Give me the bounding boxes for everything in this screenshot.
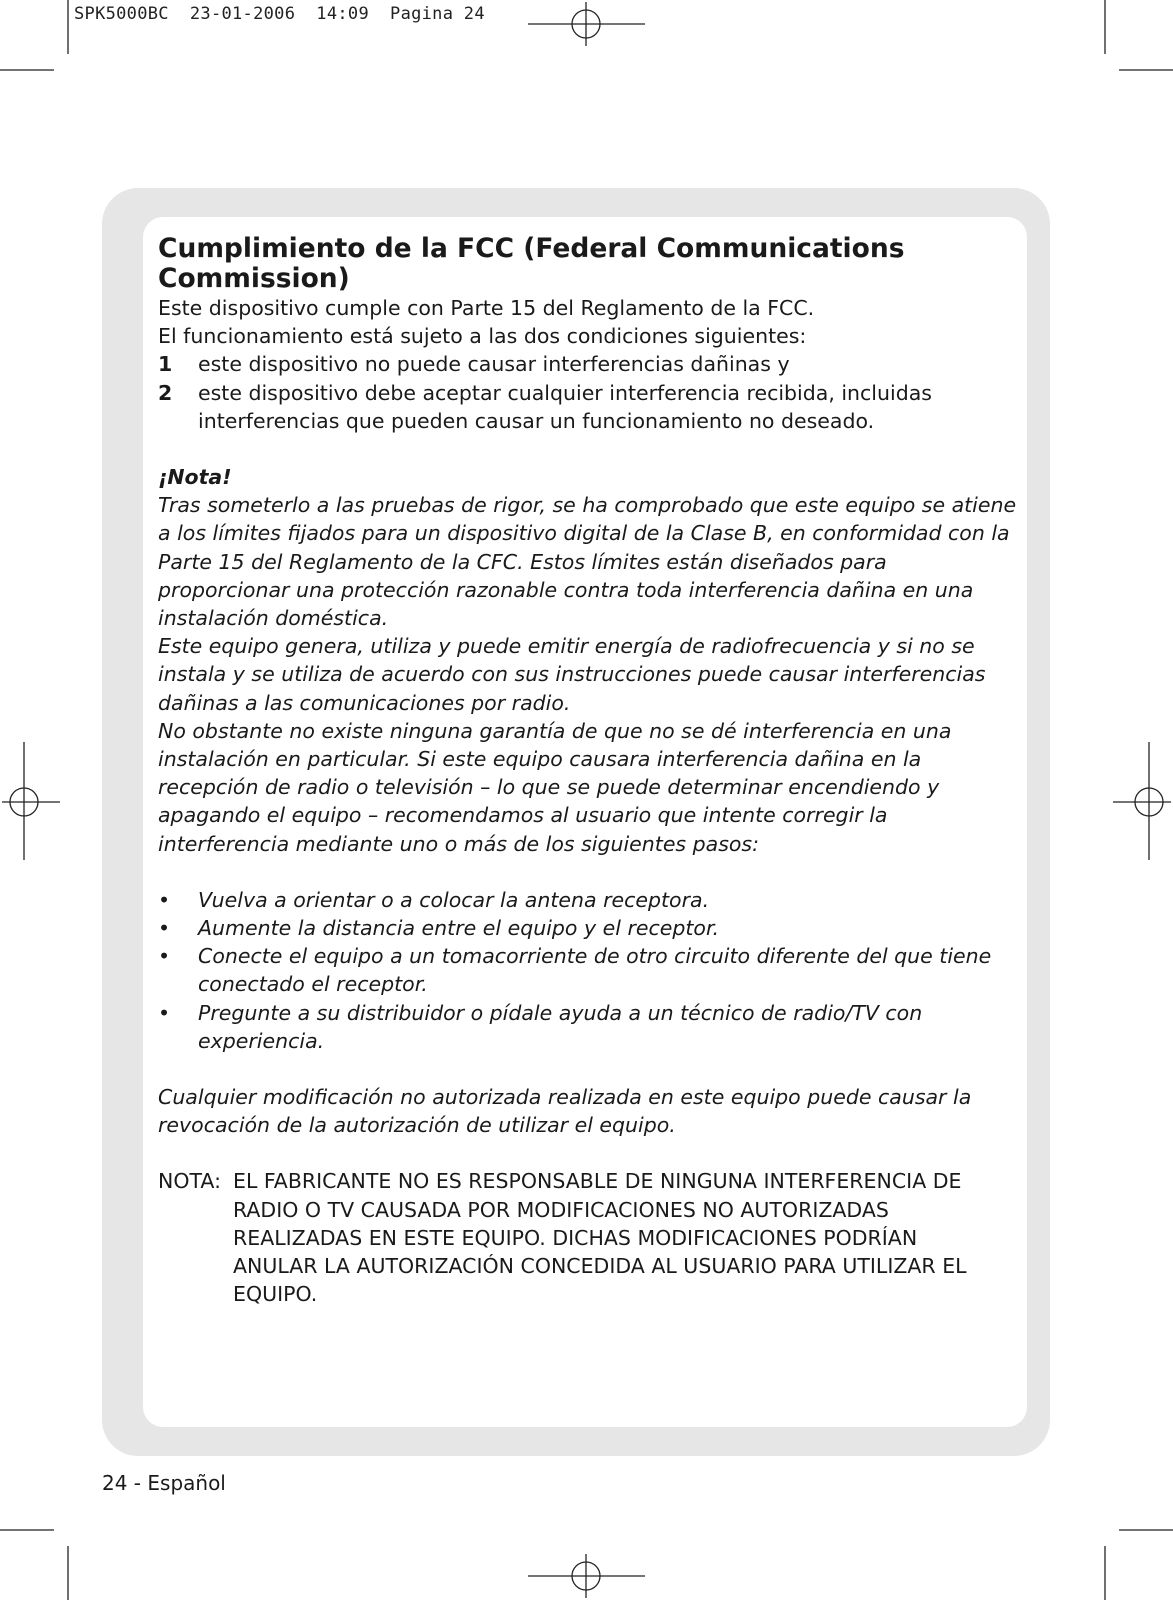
list-item	[158, 999, 1020, 1055]
page-footer: 24 - Español	[102, 1471, 226, 1495]
list-item	[158, 886, 1020, 914]
note-heading: ¡Nota!	[158, 465, 232, 490]
page-title: Cumplimiento de la FCC (Federal Communications Commission)	[158, 233, 905, 294]
item-text: Aumente la distancia entre el equipo y el receptor.	[198, 916, 720, 941]
item-text: Pregunte a su distribuidor o pídale ayuda a un técnico de radio/TV con experiencia.	[198, 1000, 923, 1053]
bullet-icon: •	[158, 887, 171, 912]
notice-label: NOTA:	[158, 1169, 221, 1194]
registration-mark-bottom	[528, 1554, 645, 1598]
registration-mark-right	[1113, 742, 1171, 860]
intro-line: Este dispositivo cumple con Parte 15 del Reglamento de la FCC.	[158, 296, 815, 320]
item-text: este dispositivo debe aceptar cualquier interferencia recibida, incluidas interferencias que pueden causar un funcionamiento no deseado.	[198, 380, 932, 433]
list-item	[158, 942, 1020, 998]
list-item	[158, 914, 1020, 942]
bullet-icon: •	[158, 916, 171, 941]
item-number: 1	[158, 352, 173, 377]
notice-text: EL FABRICANTE NO ES RESPONSABLE DE NINGUNA INTERFERENCIA DE RADIO O TV CAUSADA POR MODIFICACIONES NO AUTORIZADAS REALIZADAS EN ESTE EQUIPO. DICHAS MODIFICACIONES PODRÍAN ANULAR LA AUTORIZACIÓN CONCEDIDA AL USUARIO PARA UTILIZAR EL EQUIPO.	[233, 1169, 967, 1307]
intro-line: El funcionamiento está sujeto a las dos condiciones siguientes:	[158, 324, 807, 349]
bullet-icon: •	[158, 1000, 171, 1025]
list-item	[158, 379, 1020, 435]
fcc-section	[158, 234, 1020, 1309]
print-slug: SPK5000BC 23-01-2006 14:09 Pagina 24	[74, 4, 485, 24]
item-text: Conecte el equipo a un tomacorriente de otro circuito diferente del que tiene conectado el receptor.	[198, 944, 992, 997]
steps-list	[158, 886, 1020, 1055]
modification-warning: Cualquier modificación no autorizada realizada en este equipo puede causar la revocación de la autorización de utilizar el equipo.	[158, 1085, 972, 1138]
manufacturer-notice	[158, 1167, 1020, 1308]
note-paragraph: No obstante no existe ninguna garantía de que no se dé interferencia en una instalación en particular. Si este equipo causara interferencia dañina en la recepción de radio o televisión – lo que se puede determinar encendiendo y apagando el equipo – recomendamos al usuario que intente corregir la interferencia mediante uno o más de los siguientes pasos:	[158, 718, 952, 856]
item-number: 2	[158, 380, 173, 405]
conditions-list	[158, 350, 1020, 435]
note-paragraph: Este equipo genera, utiliza y puede emitir energía de radiofrecuencia y si no se instala y se utiliza de acuerdo con sus instrucciones puede causar interferencias dañinas a las comunicaciones por radio.	[158, 634, 986, 715]
note-paragraph: Tras someterlo a las pruebas de rigor, se ha comprobado que este equipo se atiene a los límites fijados para un dispositivo digital de la Clase B, en conformidad con la Parte 15 del Reglamento de la CFC. Estos límites están diseñados para proporcionar una protección razonable contra toda interferencia dañina en una instalación doméstica.	[158, 493, 1017, 631]
registration-mark-top	[528, 2, 645, 46]
bullet-icon: •	[158, 944, 171, 969]
item-text: este dispositivo no puede causar interferencias dañinas y	[198, 352, 790, 377]
list-item	[158, 350, 1020, 378]
item-text: Vuelva a orientar o a colocar la antena receptora.	[198, 887, 710, 912]
registration-mark-left	[2, 742, 60, 860]
